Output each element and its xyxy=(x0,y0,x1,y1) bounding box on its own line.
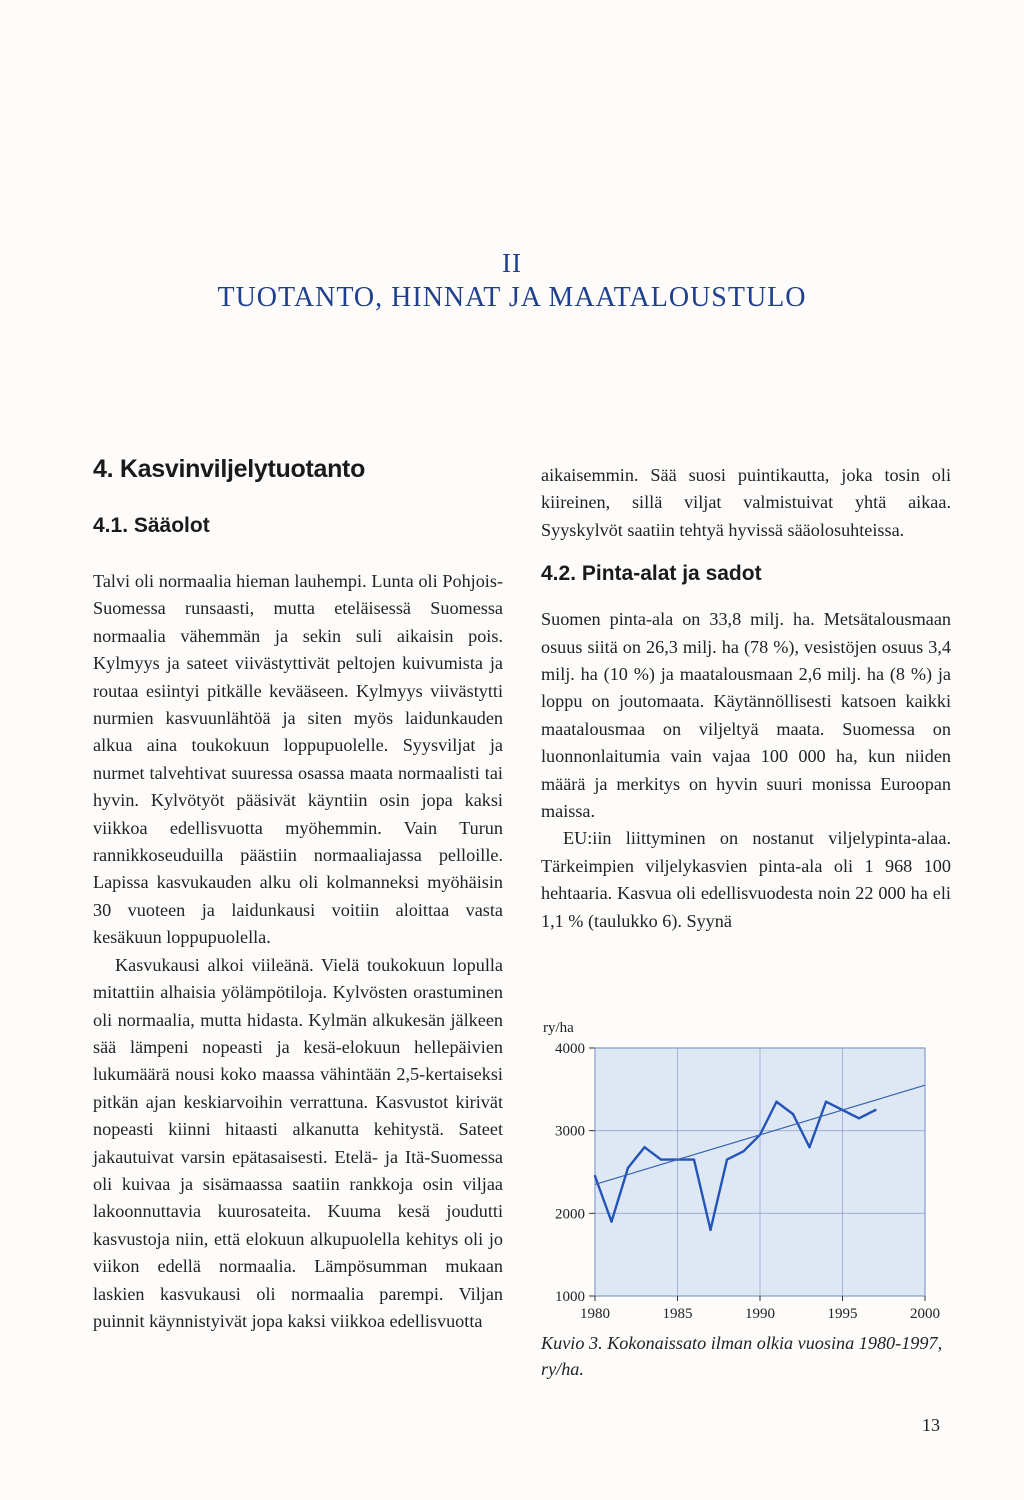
yield-chart-svg xyxy=(535,1012,955,1332)
data-point xyxy=(594,1175,596,1177)
y-tick-label: 3000 xyxy=(555,1123,585,1140)
y-tick-label: 1000 xyxy=(555,1289,585,1305)
data-point xyxy=(874,1109,876,1111)
paragraph-weather-2: Kasvukausi alkoi viileänä. Vielä toukokuun lopulla mitattiin alhaisia yölämpötiloja. Kylvösten orastuminen oli normaalia, mutta hidasta. Kylmän alkukesän jälkeen sää lämpeni nopeasti ja kesä-elokuun hellepäivien lukumäärä nousi koko maassa vähintään 2,5-kertaiseksi pitkän ajan keskiarvoihin verrattuna. Kasvustot kirivät nopeasti kiinni hitaasti alkanutta kehitystä. Sateet jakautuivat varsin epätasaisesti. Etelä- ja Itä-Suomessa oli kuivaa ja sisämaassa saatiin rankkoja osin viljaa lakoonnuttavia kuurosateita. Kuuma kesä joudutti kasvustoja niin, että elokuun alkupuolella kehitys oli jo viikon edellä normaalia. Lämpösumman mukaan laskien kasvukausi oli normaalia parempi. Viljan puinnit käynnistyivät jopa kaksi viikkoa edellisvuotta xyxy=(93,954,503,1331)
left-column xyxy=(93,455,503,1335)
part-number: II xyxy=(502,248,522,278)
data-point xyxy=(627,1167,629,1169)
x-tick-label: 1985 xyxy=(662,1306,693,1322)
subsection-title-weather: 4.1. Sääolot xyxy=(93,514,210,537)
section-title: 4. Kasvinviljelytuotanto xyxy=(93,455,366,483)
data-point xyxy=(693,1158,695,1160)
data-point xyxy=(643,1146,645,1148)
x-tick-label: 1995 xyxy=(827,1306,858,1322)
page-number: 13 xyxy=(922,1415,940,1435)
data-point xyxy=(742,1150,744,1152)
paragraph-areas-1: Suomen pinta-ala on 33,8 milj. ha. Metsätalousmaan osuus siitä on 26,3 milj. ha (78 %), vesistöjen osuus 3,4 milj. ha (10 %) ja maatalousmaan 2,6 milj. ha (8 %) ja loppu on joutomaata. Käytännöllisesti katsoen kaikki maatalousmaa on viljeltyä maata. Suomessa on luonnonlaitumia vain vajaa 100 000 ha, kun niiden määrä ja merkitys on hyvin suuri monissa Euroopan maissa. xyxy=(541,609,951,822)
data-point xyxy=(775,1101,777,1103)
x-tick-label: 2000 xyxy=(910,1306,940,1322)
data-point xyxy=(808,1146,810,1148)
part-title: TUOTANTO, HINNAT JA MAATALOUSTULO xyxy=(217,282,807,313)
right-column xyxy=(541,462,951,935)
yield-chart xyxy=(535,1012,955,1382)
x-tick-label: 1980 xyxy=(580,1306,610,1322)
subsection-title-areas: 4.2. Pinta-alat ja sadot xyxy=(541,562,762,586)
x-tick-label: 1990 xyxy=(745,1306,775,1322)
data-point xyxy=(726,1158,728,1160)
paragraph-areas-2: EU:iin liittyminen on nostanut viljelypinta-alaa. Tärkeimpien viljelykasvien pinta-ala oli 1 968 100 hehtaaria. Kasvua oli edellisvuodesta noin 22 000 ha eli 1,1 % (taulukko 6). Syynä xyxy=(541,828,951,931)
data-point xyxy=(660,1158,662,1160)
y-tick-label: 4000 xyxy=(555,1041,585,1057)
data-point xyxy=(709,1229,711,1231)
figure-caption: Kuvio 3. Kokonaissato ilman olkia vuosina 1980-1997, ry/ha. xyxy=(541,1333,943,1379)
data-point xyxy=(858,1117,860,1119)
paragraph-weather-1: Talvi oli normaalia hieman lauhempi. Lunta oli Pohjois-Suomessa runsaasti, mutta eteläisessä Suomessa normaalia vähemmän ja sekin suli aikaisin pois. Kylmyys ja sateet viivästyttivät peltojen kuivumista ja routaa esiintyi pitkälle kevääseen. Kylmyys viivästytti nurmien kasvuunlähtöä ja siten myös laidunkauden alkua aina toukokuun loppupuolelle. Syysviljat ja nurmet talvehtivat suuressa osassa maata normaalisti tai hyvin. Kylvötyöt pääsivät käyntiin osin jopa kaksi viikkoa edellisvuotta myöhemmin. Vain Turun rannikkoseuduilla päästiin normaaliajassa pelloille. Lapissa kasvukauden alku oli kolmanneksi myöhäisin 30 vuoteen ja laidunkausi voitiin aloittaa vasta kesäkuun loppupuolella. xyxy=(93,571,503,948)
paragraph-weather-3: aikaisemmin. Sää suosi puintikautta, joka tosin oli kiireinen, sillä viljat valmistuivat yhtä aikaa. Syyskylvöt saatiin tehtyä hyvissä sääolosuhteissa. xyxy=(541,465,951,540)
data-point xyxy=(610,1220,612,1222)
y-axis-label: ry/ha xyxy=(543,1020,574,1036)
y-tick-label: 2000 xyxy=(555,1206,585,1223)
data-point xyxy=(792,1113,794,1115)
data-point xyxy=(825,1101,827,1103)
